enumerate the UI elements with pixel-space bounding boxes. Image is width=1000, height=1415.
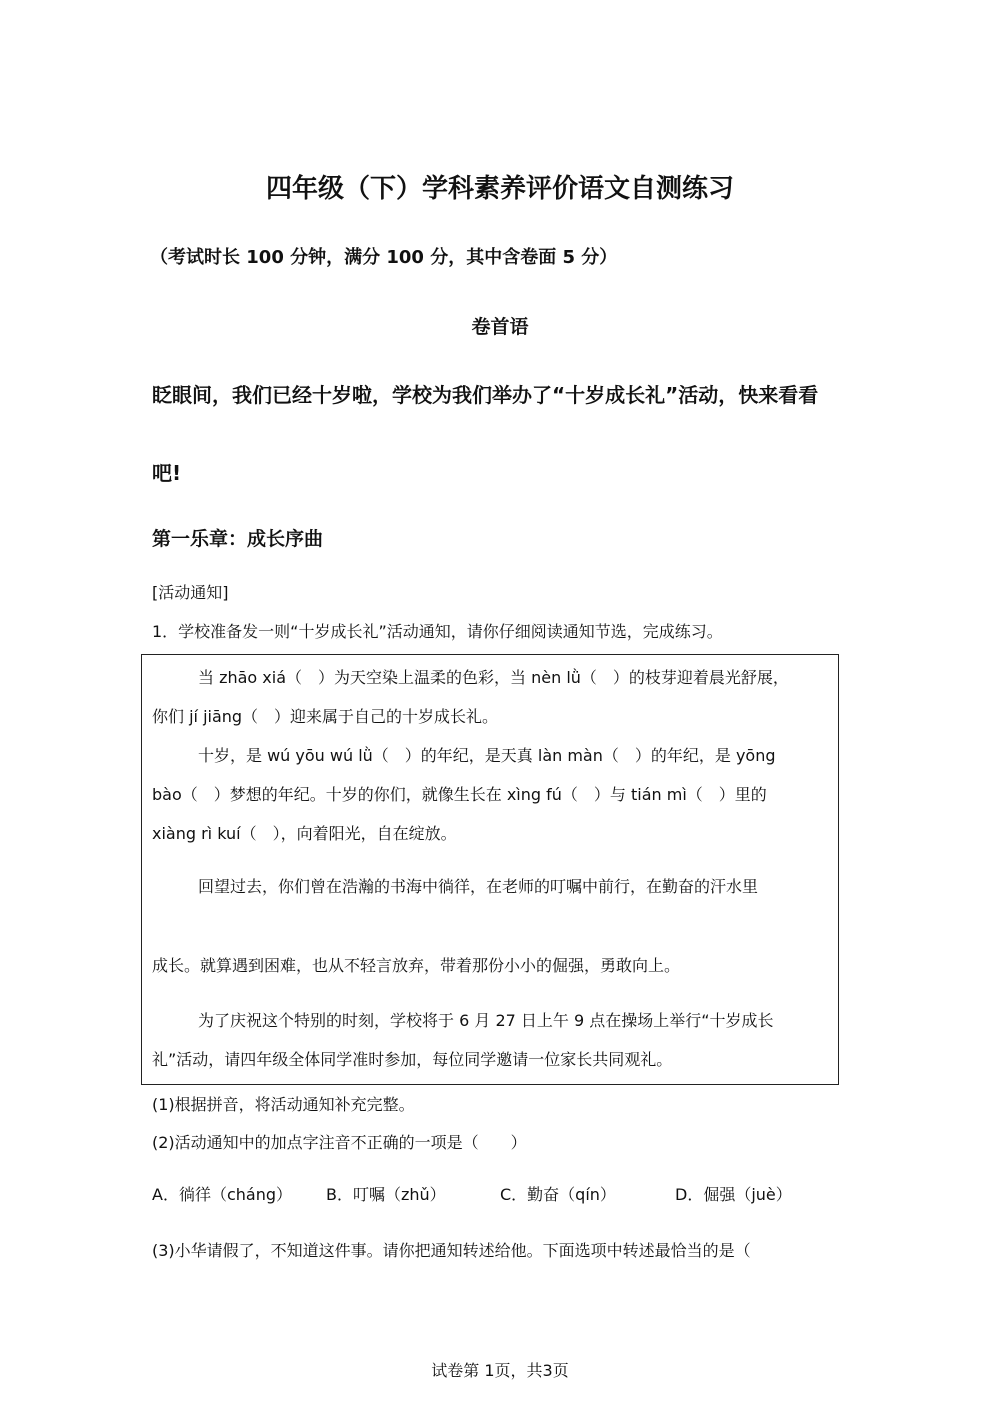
notice-p4-line2: 礼”活动，请四年级全体同学准时参加，每位同学邀请一位家长共同观礼。 bbox=[152, 1050, 673, 1069]
chapter-title: 第一乐章：成长序曲 bbox=[152, 528, 324, 550]
notice-p2-line3: xiàng rì kuí（ ），向着阳光，自在绽放。 bbox=[152, 824, 457, 843]
notice-p1-line1: 当 zhāo xiá（ ）为天空染上温柔的色彩，当 nèn lǜ（ ）的枝芽迎着晨光舒展， bbox=[198, 668, 789, 687]
option-a: A．徜徉（cháng） bbox=[152, 1185, 292, 1204]
page-footer: 试卷第 1页，共3页 bbox=[431, 1361, 569, 1380]
notice-p2-line1: 十岁，是 wú yōu wú lǜ（ ）的年纪，是天真 làn màn（ ）的年纪，是 yōng bbox=[198, 746, 776, 765]
sub-question-2: (2)活动通知中的加点字注音不正确的一项是（ ） bbox=[152, 1133, 527, 1152]
notice-p1-line2: 你们 jí jiāng（ ）迎来属于自己的十岁成长礼。 bbox=[152, 707, 499, 726]
preface-line-2: 吧! bbox=[152, 461, 182, 485]
section-label: [活动通知] bbox=[152, 583, 229, 602]
sub-question-3: (3)小华请假了，不知道这件事。请你把通知转述给他。下面选项中转述最恰当的是（ bbox=[152, 1241, 751, 1260]
preface-heading: 卷首语 bbox=[471, 316, 529, 338]
notice-p2-line2: bào（ ）梦想的年纪。十岁的你们，就像生长在 xìng fú（ ）与 tián mì（ ）里的 bbox=[152, 785, 767, 804]
option-b: B．叮嘱（zhǔ） bbox=[326, 1185, 446, 1204]
exam-info: （考试时长 100 分钟，满分 100 分，其中含卷面 5 分） bbox=[150, 247, 618, 268]
notice-p3-line1: 回望过去，你们曾在浩瀚的书海中徜徉，在老师的叮嘱中前行，在勤奋的汗水里 bbox=[198, 877, 759, 896]
option-c: C．勤奋（qín） bbox=[500, 1185, 616, 1204]
question-1: 1．学校准备发一则“十岁成长礼”活动通知，请你仔细阅读通知节选，完成练习。 bbox=[152, 622, 723, 641]
option-d: D．倔强（juè） bbox=[675, 1185, 792, 1204]
notice-p3-line2: 成长。就算遇到困难，也从不轻言放弃，带着那份小小的倔强，勇敢向上。 bbox=[152, 956, 681, 975]
document-title: 四年级（下）学科素养评价语文自测练习 bbox=[265, 174, 734, 204]
notice-p4-line1: 为了庆祝这个特别的时刻，学校将于 6 月 27 日上午 9 点在操场上举行“十岁成长 bbox=[198, 1011, 774, 1030]
sub-question-1: (1)根据拼音，将活动通知补充完整。 bbox=[152, 1095, 415, 1114]
preface-line-1: 眨眼间，我们已经十岁啦，学校为我们举办了“十岁成长礼”活动，快来看看 bbox=[152, 383, 819, 407]
